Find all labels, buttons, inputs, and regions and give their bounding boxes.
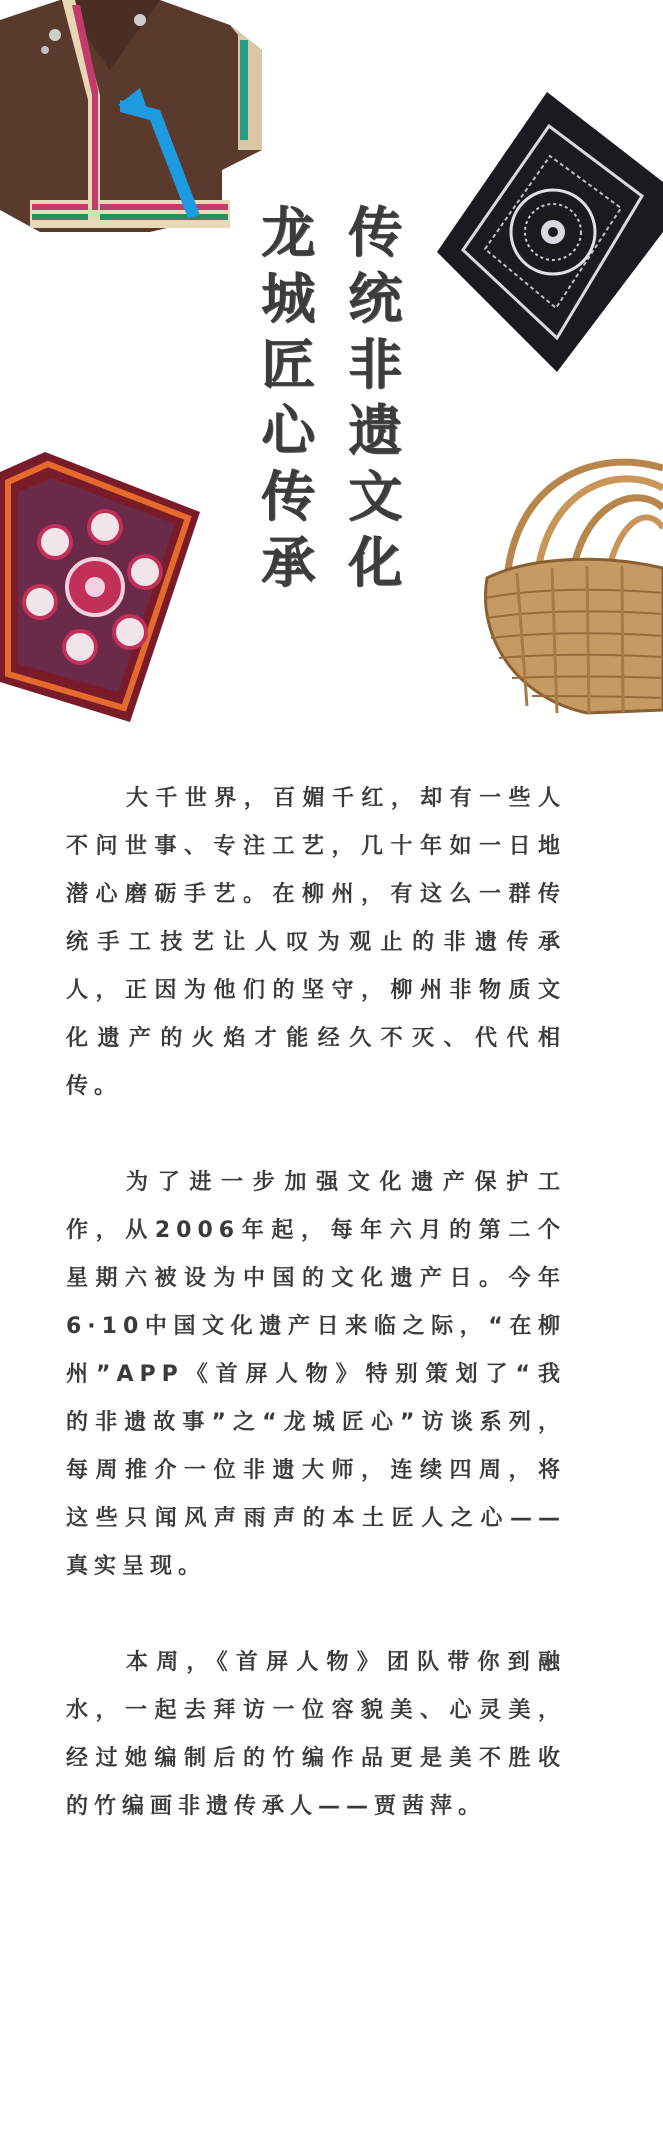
article-body	[66, 775, 566, 1879]
embroidered-jacket-image	[0, 0, 270, 240]
title-left-char: 心	[261, 399, 315, 462]
black-patterned-cloth-image	[437, 92, 663, 372]
title-right-char: 传	[348, 201, 402, 264]
title-right-char: 文	[348, 465, 402, 528]
article-paragraph: 本周，《首屏人物》团队带你到融水，一起去拜访一位容貌美、心灵美，经过她编制后的竹编作品更是美不胜收的竹编画非遗传承人——贾茜萍。	[66, 1650, 566, 1819]
red-embroidered-square-image	[0, 452, 200, 722]
title-column-left	[258, 200, 318, 596]
title-right-char: 遗	[348, 399, 402, 462]
hero-section	[0, 0, 663, 740]
title-left-char: 龙	[261, 201, 315, 264]
title-right-char: 化	[348, 531, 402, 594]
title-left-char: 城	[261, 267, 315, 330]
title-left-char: 匠	[261, 333, 315, 396]
title-left-char: 传	[261, 465, 315, 528]
article-paragraph: 为了进一步加强文化遗产保护工作，从2006年起，每年六月的第二个星期六被设为中国的文化遗产日。今年6·10中国文化遗产日来临之际，“在柳州”APP《首屏人物》特别策划了“我的非遗故事”之“龙城匠心”访谈系列，每周推介一位非遗大师，连续四周，将这些只闻风声雨声的本土匠人之心——真实呈现。	[66, 1170, 566, 1579]
title-left-char: 承	[261, 531, 315, 594]
bamboo-basket-image	[477, 448, 663, 728]
article-paragraph: 大千世界，百媚千红，却有一些人不问世事、专注工艺，几十年如一日地潜心磨砺手艺。在柳州，有这么一群传统手工技艺让人叹为观止的非遗传承人，正因为他们的坚守，柳州非物质文化遗产的火焰才能经久不灭、代代相传。	[66, 786, 566, 1099]
title-right-char: 非	[348, 333, 402, 396]
title-right-char: 统	[348, 267, 402, 330]
title-column-right	[345, 200, 405, 596]
